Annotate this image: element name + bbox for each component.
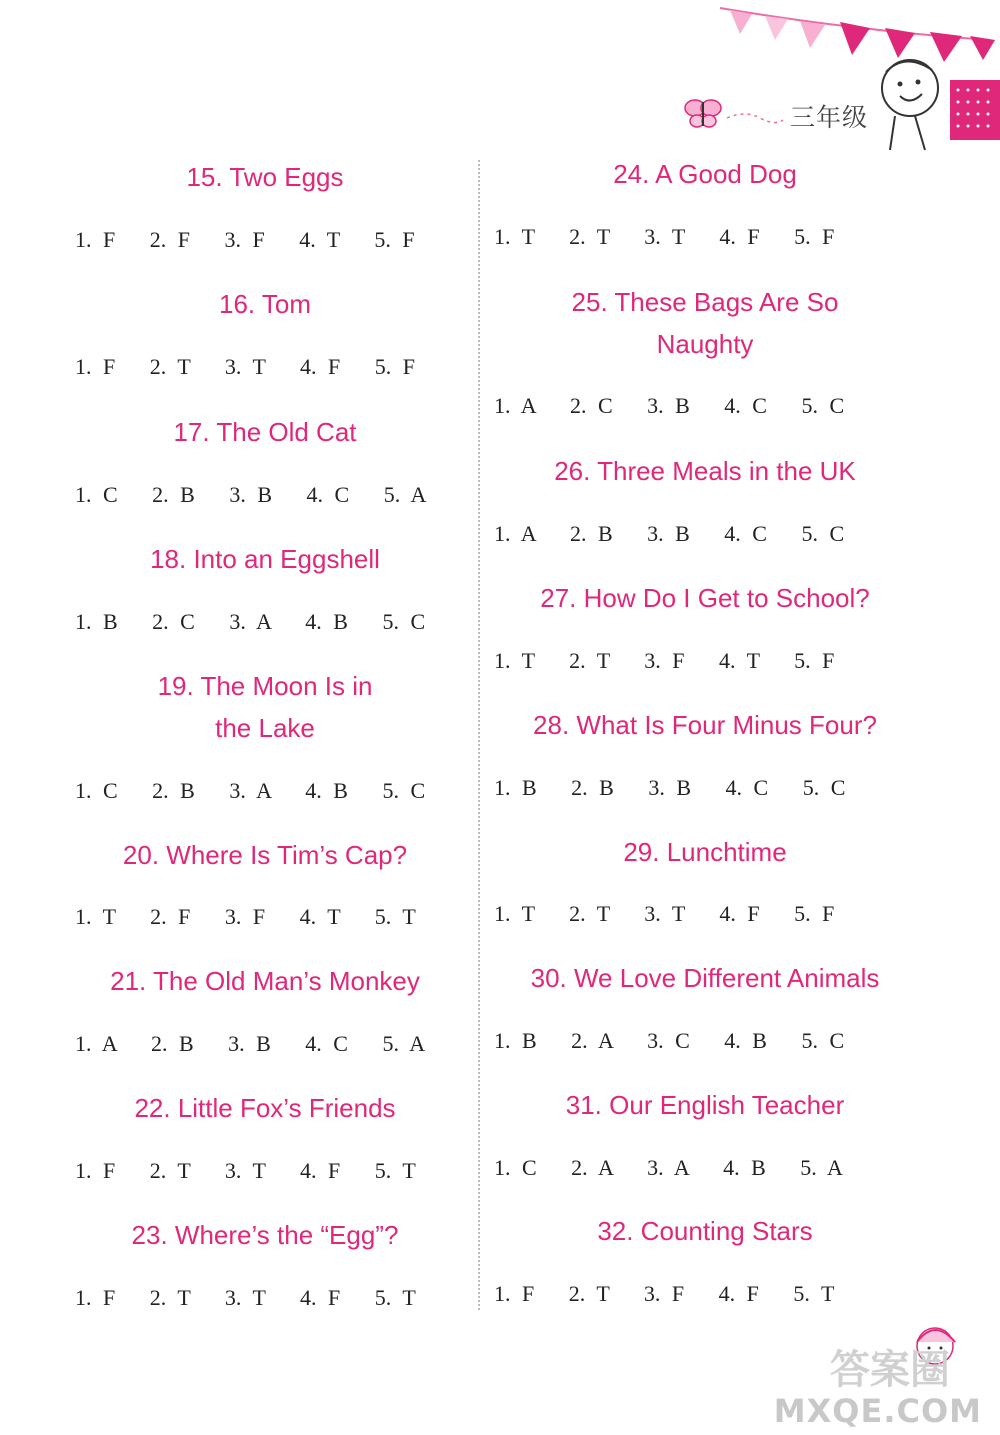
answer-row: 1. A 2. B 3. B 4. C 5. C <box>494 521 845 546</box>
section-title: 15. Two Eggs <box>186 162 344 192</box>
answer-row: 1. A 2. B 3. B 4. C 5. A <box>75 1031 426 1056</box>
answer-row: 1. T 2. F 3. F 4. T 5. T <box>75 904 416 929</box>
bunting-decoration <box>700 0 1000 160</box>
answer-row: 1. F 2. F 3. F 4. T 5. F <box>75 227 415 252</box>
answer-row: 1. A 2. C 3. B 4. C 5. C <box>494 393 845 418</box>
section-title: 24. A Good Dog <box>613 159 797 189</box>
answer-row: 1. B 2. A 3. C 4. B 5. C <box>494 1028 845 1053</box>
answer-row: 1. F 2. T 3. T 4. F 5. T <box>75 1158 416 1183</box>
section-title: 17. The Old Cat <box>173 417 357 447</box>
dotted-trail <box>725 108 785 128</box>
section-title: 21. The Old Man’s Monkey <box>110 966 420 996</box>
section-title: 25. These Bags Are So Naughty <box>571 287 839 359</box>
answer-row: 1. T 2. T 3. T 4. F 5. F <box>494 224 835 249</box>
answer-row: 1. C 2. B 3. A 4. B 5. C <box>75 778 426 803</box>
section-title: 27. How Do I Get to School? <box>540 583 870 613</box>
answer-row: 1. T 2. T 3. T 4. F 5. F <box>494 901 835 926</box>
answer-row: 1. F 2. T 3. T 4. F 5. T <box>75 1285 416 1310</box>
section-title: 19. The Moon Is in the Lake <box>157 671 373 743</box>
section-title: 16. Tom <box>218 289 311 319</box>
answer-row: 1. F 2. T 3. F 4. F 5. T <box>494 1281 835 1306</box>
section-title: 26. Three Meals in the UK <box>554 456 856 486</box>
section-title: 30. We Love Different Animals <box>530 963 880 993</box>
section-title: 22. Little Fox’s Friends <box>134 1093 396 1123</box>
watermark-cn: 答案圈 <box>830 1347 950 1393</box>
section-title: 29. Lunchtime <box>623 837 787 867</box>
section-title: 23. Where’s the “Egg”? <box>131 1220 399 1250</box>
section-title: 28. What Is Four Minus Four? <box>533 710 877 740</box>
answer-row: 1. C 2. B 3. B 4. C 5. A <box>75 482 427 507</box>
watermark-site: MXQE.COM <box>773 1392 982 1430</box>
section-title: 32. Counting Stars <box>597 1216 813 1246</box>
answer-row: 1. F 2. T 3. T 4. F 5. F <box>75 354 415 379</box>
butterfly-icon <box>683 96 723 130</box>
answer-row: 1. B 2. C 3. A 4. B 5. C <box>75 609 426 634</box>
section-title: 18. Into an Eggshell <box>150 544 380 574</box>
answer-row: 1. C 2. A 3. A 4. B 5. A <box>494 1155 843 1180</box>
section-title: 31. Our English Teacher <box>565 1090 845 1120</box>
section-title: 20. Where Is Tim’s Cap? <box>122 840 408 870</box>
answer-row: 1. T 2. T 3. F 4. T 5. F <box>494 648 835 673</box>
grade-label: 三年级 <box>790 103 869 132</box>
answer-row: 1. B 2. B 3. B 4. C 5. C <box>494 775 846 800</box>
